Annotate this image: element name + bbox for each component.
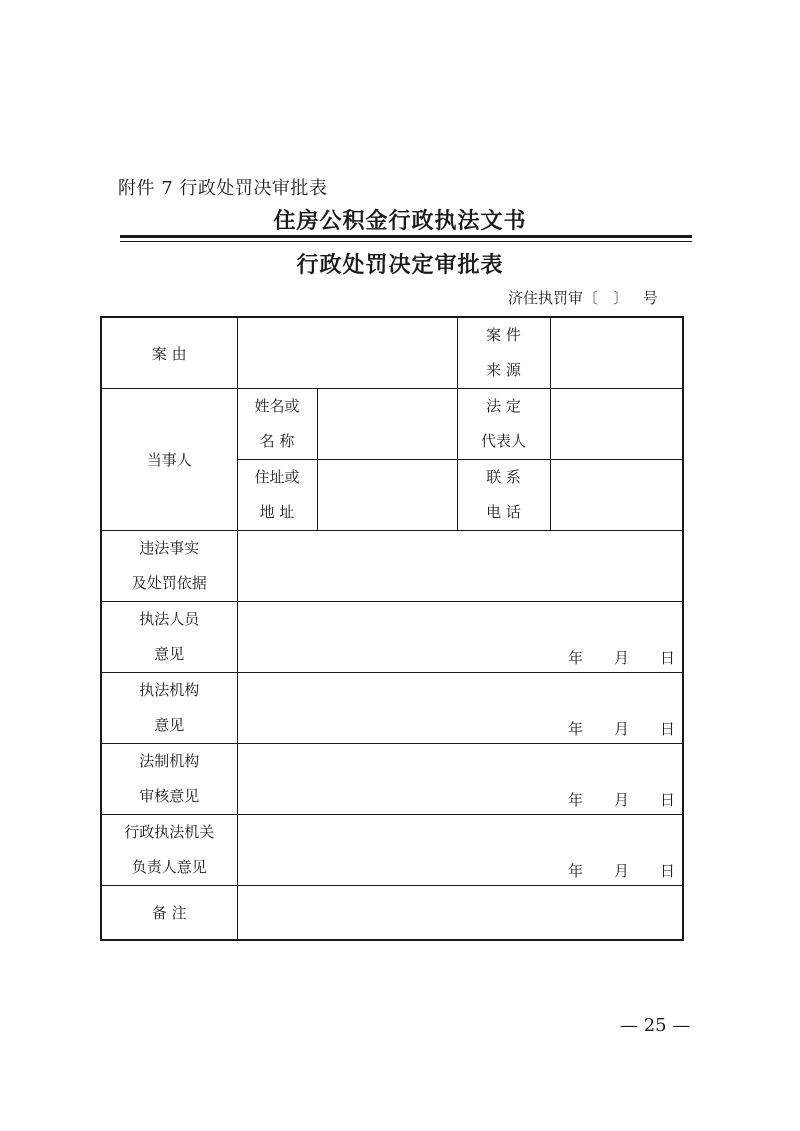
address-value[interactable]	[317, 460, 457, 531]
chief-label-line1: 行政执法机关	[124, 823, 215, 841]
agency-label-line1: 执法机构	[139, 681, 200, 699]
date-day: 日	[660, 649, 676, 667]
facts-label-line2: 及处罚依据	[131, 574, 207, 592]
legal-rep-value[interactable]	[550, 389, 683, 460]
legal-rep-label-line2: 代表人	[480, 432, 526, 450]
facts-label	[101, 531, 237, 602]
date-month: 月	[614, 862, 630, 880]
chief-opinion-date	[568, 860, 674, 881]
agency-label-line2: 意见	[154, 716, 185, 734]
phone-value[interactable]	[550, 460, 683, 531]
case-source-label-line2: 来 源	[486, 361, 521, 379]
officer-opinion-label	[101, 602, 237, 673]
case-source-value[interactable]	[550, 317, 683, 389]
legal-rep-label-line1: 法 定	[486, 397, 521, 415]
chief-opinion-label	[101, 815, 237, 886]
date-year: 年	[568, 649, 584, 667]
name-label-line2: 名 称	[259, 432, 295, 450]
row-party-name	[101, 389, 683, 460]
name-label	[237, 389, 317, 460]
chief-opinion-value[interactable]	[237, 815, 683, 886]
agency-opinion-date	[568, 718, 674, 739]
case-cause-label: 案 由	[101, 317, 237, 389]
agency-opinion-label	[101, 673, 237, 744]
remarks-label: 备 注	[101, 886, 237, 941]
date-year: 年	[568, 862, 584, 880]
legal-review-date	[568, 789, 674, 810]
date-year: 年	[568, 791, 584, 809]
date-year: 年	[568, 720, 584, 738]
address-label-line2: 地 址	[259, 503, 295, 521]
row-case-cause	[101, 317, 683, 389]
date-day: 日	[660, 791, 676, 809]
case-source-label-line1: 案 件	[486, 326, 521, 344]
document-number: 济住执罚审〔 〕 号	[508, 289, 658, 307]
row-remarks	[101, 886, 683, 941]
legal-review-label	[101, 744, 237, 815]
officer-label-line1: 执法人员	[139, 610, 200, 628]
legal-label-line2: 审核意见	[139, 787, 200, 805]
form-title: 行政处罚决定审批表	[296, 252, 504, 278]
case-source-label	[457, 317, 550, 389]
date-month: 月	[614, 791, 630, 809]
phone-label	[457, 460, 550, 531]
row-agency-opinion	[101, 673, 683, 744]
officer-opinion-date	[568, 647, 674, 668]
row-officer-opinion	[101, 602, 683, 673]
officer-label-line2: 意见	[154, 645, 185, 663]
attachment-title: 附件 7 行政处罚决审批表	[118, 178, 328, 199]
legal-rep-label	[457, 389, 550, 460]
name-value[interactable]	[317, 389, 457, 460]
date-day: 日	[660, 720, 676, 738]
party-label: 当事人	[101, 389, 237, 531]
officer-opinion-value[interactable]	[237, 602, 683, 673]
row-chief-opinion	[101, 815, 683, 886]
row-legal-review	[101, 744, 683, 815]
legal-review-value[interactable]	[237, 744, 683, 815]
document-heading	[0, 204, 800, 235]
heading-rule-thick	[120, 235, 692, 238]
chief-label-line2: 负责人意见	[131, 858, 207, 876]
document-heading-text: 住房公积金行政执法文书	[273, 208, 527, 234]
legal-label-line1: 法制机构	[139, 752, 200, 770]
phone-label-line1: 联 系	[486, 468, 521, 486]
date-day: 日	[660, 862, 676, 880]
address-label-line1: 住址或	[254, 468, 300, 486]
agency-opinion-value[interactable]	[237, 673, 683, 744]
page-number: — 25 —	[620, 1015, 691, 1036]
case-cause-value[interactable]	[237, 317, 457, 389]
facts-label-line1: 违法事实	[139, 539, 200, 557]
approval-table	[100, 316, 684, 941]
heading-rule-thin	[120, 241, 692, 242]
row-facts	[101, 531, 683, 602]
address-label	[237, 460, 317, 531]
remarks-value[interactable]	[237, 886, 683, 941]
facts-value[interactable]	[237, 531, 683, 602]
phone-label-line2: 电 话	[486, 503, 521, 521]
name-label-line1: 姓名或	[254, 397, 300, 415]
date-month: 月	[614, 720, 630, 738]
date-month: 月	[614, 649, 630, 667]
